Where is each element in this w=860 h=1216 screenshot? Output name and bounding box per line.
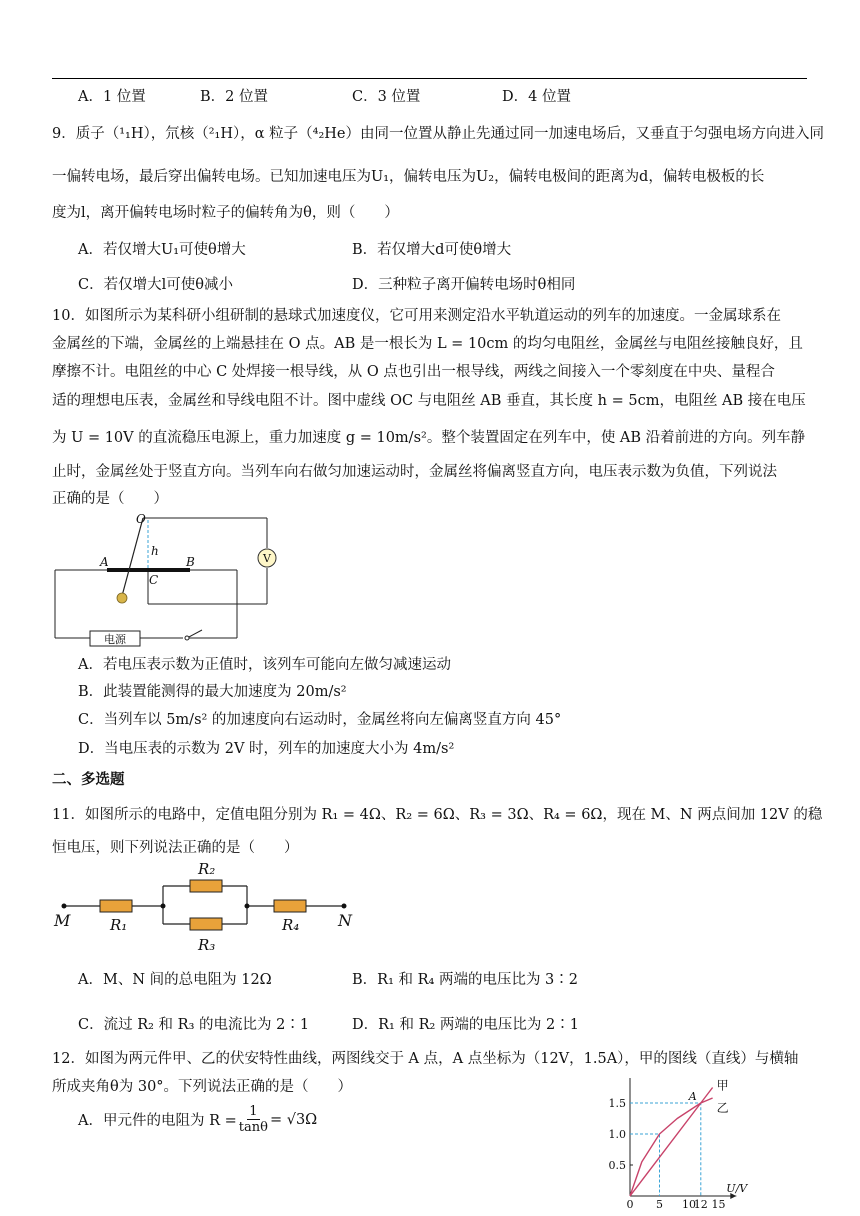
label-r2: R₂ (198, 860, 216, 878)
x-axis-label: U/V (726, 1182, 748, 1195)
series-2-label: 乙 (716, 1101, 729, 1116)
terminal-m (62, 904, 67, 909)
q10-line-2: 金属丝的下端，金属丝的上端悬挂在 O 点。AB 是一根长为 L = 10cm 的均匀电阻丝，金属丝与电阻丝接触良好，且 (52, 336, 803, 352)
section-title: 二、多选题 (52, 772, 125, 788)
q12-option-a (78, 1104, 317, 1135)
q12-option-a-suffix: = √3Ω (269, 1111, 318, 1128)
label-o: O (136, 512, 146, 526)
q11-option-a: A．M、N 间的总电阻为 12Ω (78, 972, 272, 988)
x-tick-label: 12 (693, 1198, 708, 1211)
y-tick-label: 1.5 (608, 1097, 626, 1110)
q8-option-a: A．1 位置 (78, 89, 146, 105)
fraction (239, 1104, 268, 1135)
q12-option-a-prefix: A．甲元件的电阻为 R = (78, 1113, 237, 1129)
resistor-r3 (190, 918, 222, 930)
q11-line-2: 恒电压，则下列说法正确的是（ ） (52, 840, 299, 856)
q10-line-4: 适的理想电压表，金属丝和导线电阻不计。图中虚线 OC 与电阻丝 AB 垂直，其长度 h = 5cm，电阻丝 AB 接在电压 (52, 393, 806, 409)
voltmeter-label: V (263, 552, 271, 565)
q10-line-5: 为 U = 10V 的直流稳压电源上，重力加速度 g = 10m/s²。整个装置固定在列车中，使 AB 沿着前进的方向。列车静 (52, 430, 806, 446)
q10-line-6: 止时，金属丝处于竖直方向。当列车向右做匀加速运动时，金属丝将偏离竖直方向，电压表示数为负值，下列说法 (52, 464, 777, 480)
label-r3: R₃ (198, 936, 216, 954)
guide-line (630, 1134, 660, 1196)
q10-option-b: B．此装置能测得的最大加速度为 20m/s² (78, 684, 347, 700)
q9-option-c: C．若仅增大l可使θ减小 (78, 277, 233, 293)
q8-option-c: C．3 位置 (352, 89, 421, 105)
label-c: C (149, 573, 159, 587)
switch-icon (187, 630, 202, 638)
q10-option-d: D．当电压表的示数为 2V 时，列车的加速度大小为 4m/s² (78, 741, 455, 757)
q9-option-d: D．三种粒子离开偏转电场时θ相同 (352, 277, 576, 293)
y-tick-label: 0.5 (608, 1159, 626, 1172)
label-m: M (54, 911, 71, 930)
q11-option-b: B．R₁ 和 R₄ 两端的电压比为 3∶2 (352, 972, 579, 988)
label-h: h (151, 544, 159, 558)
point-a-label: A (688, 1090, 697, 1103)
resistor-r2 (190, 880, 222, 892)
x-tick-label: 0 (626, 1198, 634, 1211)
fraction-denominator: tanθ (238, 1120, 268, 1135)
x-tick-label: 15 (711, 1198, 726, 1211)
power-source-label: 电源 (104, 633, 126, 646)
q12-line-1: 12．如图为两元件甲、乙的伏安特性曲线，两图线交于 A 点，A 点坐标为（12V，1.5A），甲的图线（直线）与横轴 (52, 1051, 799, 1067)
fraction-numerator: 1 (249, 1104, 258, 1119)
label-n: N (338, 911, 352, 930)
series-1-label: 甲 (716, 1078, 729, 1093)
q11-line-1: 11．如图所示的电路中，定值电阻分别为 R₁ = 4Ω、R₂ = 6Ω、R₃ = 3Ω、R₄ = 6Ω，现在 M、N 两点间加 12V 的稳 (52, 807, 823, 823)
q11-circuit-diagram (50, 858, 360, 954)
q10-line-7: 正确的是（ ） (52, 491, 168, 507)
x-tick-label: 5 (656, 1198, 663, 1211)
terminal-n (342, 904, 347, 909)
q11-option-d: D．R₁ 和 R₂ 两端的电压比为 2∶1 (352, 1017, 579, 1033)
y-tick-label (609, 1078, 627, 1079)
resistor-r4 (274, 900, 306, 912)
x-tick-label: 10 (682, 1198, 696, 1211)
q9-line-2: 一偏转电场，最后穿出偏转电场。已知加速电压为U₁，偏转电压为U₂，偏转电极间的距离为d，偏转电极板的长 (52, 169, 765, 185)
q9-line-3: 度为l，离开偏转电场时粒子的偏转角为θ，则（ ） (52, 205, 399, 221)
q10-option-c: C．当列车以 5m/s² 的加速度向右运动时，金属丝将向左偏离竖直方向 45° (78, 712, 562, 728)
q9-option-b: B．若仅增大d可使θ增大 (352, 242, 512, 258)
metal-ball-icon (117, 593, 127, 603)
q11-option-c: C．流过 R₂ 和 R₃ 的电流比为 2∶1 (78, 1017, 310, 1033)
q12-line-2: 所成夹角θ为 30°。下列说法正确的是（ ） (52, 1079, 353, 1095)
y-tick-label: 1.0 (608, 1128, 626, 1141)
q10-line-1: 10．如图所示为某科研小组研制的悬球式加速度仪，它可用来测定沿水平轨道运动的列车的加速度。一金属球系在 (52, 308, 781, 324)
q8-option-b: B．2 位置 (200, 89, 268, 105)
q10-option-a: A．若电压表示数为正值时，该列车可能向左做匀减速运动 (78, 657, 451, 673)
label-r4: R₄ (282, 916, 300, 934)
label-b: B (186, 555, 195, 569)
q10-accelerometer-diagram (50, 512, 280, 650)
resistor-r1 (100, 900, 132, 912)
iu-chart (596, 1078, 792, 1212)
series-2-line (630, 1098, 713, 1196)
label-r1: R₁ (110, 916, 128, 934)
q8-option-d: D．4 位置 (502, 89, 571, 105)
q9-line-1: 9．质子（¹₁H），氘核（²₁H），α 粒子（⁴₂He）由同一位置从静止先通过同一加速电场后，又垂直于匀强电场方向进入同 (52, 126, 825, 142)
top-rule (52, 78, 807, 79)
metal-wire (122, 518, 143, 596)
q9-option-a: A．若仅增大U₁可使θ增大 (78, 242, 246, 258)
label-a: A (100, 555, 109, 569)
q10-line-3: 摩擦不计。电阻丝的中心 C 处焊接一根导线，从 O 点也引出一根导线，两线之间接入一个零刻度在中央、量程合 (52, 364, 775, 380)
